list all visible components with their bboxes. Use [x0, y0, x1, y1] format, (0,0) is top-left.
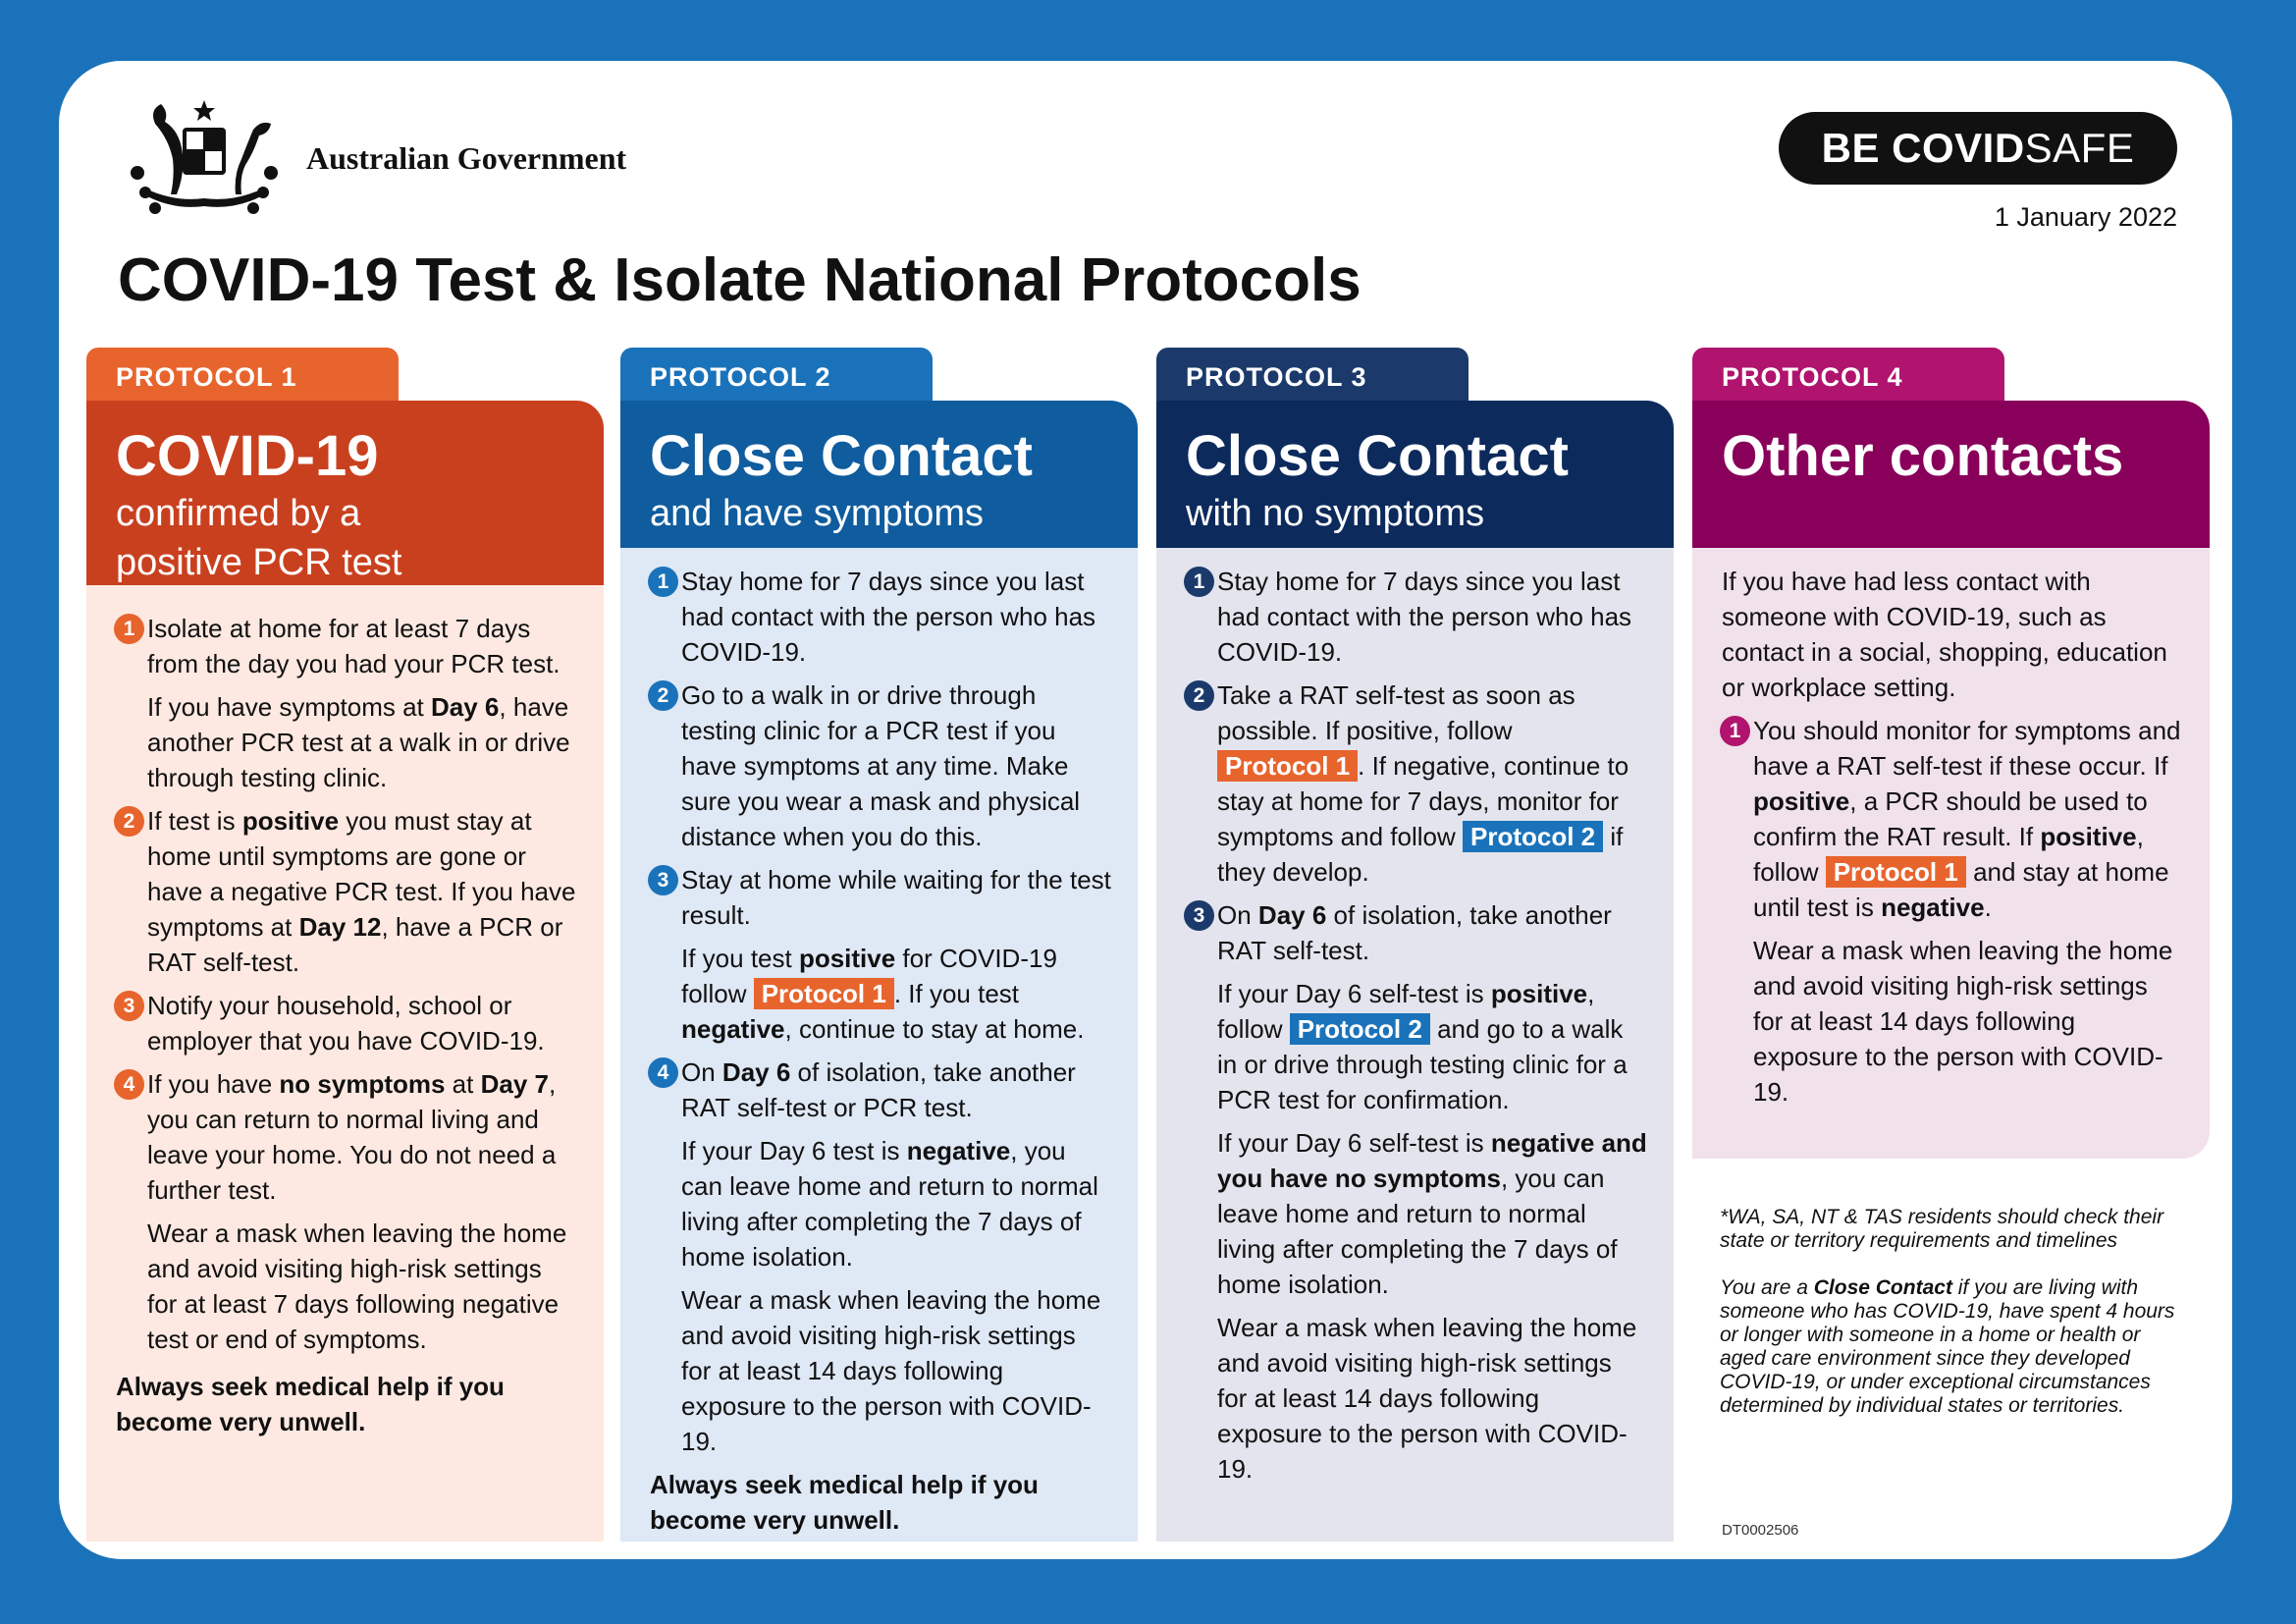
protocol-2-mask-note: Wear a mask when leaving the home and avoid visiting high-risk settings for at least 14 days following exposure to the person with COVID-19.: [681, 1285, 1101, 1456]
protocol-2-step-4-detail: If your Day 6 test is negative, you can leave home and return to normal living after completing the 7 days of home isolation.: [681, 1136, 1098, 1272]
step-number-icon: 1: [1720, 716, 1750, 746]
be-covidsafe-badge: [1779, 112, 2177, 185]
document-code: DT0002506: [1722, 1522, 1799, 1539]
protocol-1-heading: COVID-19: [116, 424, 379, 488]
protocol-3-step-2: 2 Take a RAT self-test as soon as possible. If positive, follow Protocol 1 . If negative, continue to stay at home for 7 days, monitor for symptoms and follow Protocol 2 if they develop.: [1186, 677, 1648, 890]
protocol-2-step-4: 4 On Day 6 of isolation, take another RAT self-test or PCR test.: [650, 1055, 1112, 1125]
protocol-1-subheading-1: confirmed by a: [116, 493, 361, 534]
protocol-3-step-3: 3 On Day 6 of isolation, take another RAT self-test.: [1186, 897, 1648, 968]
protocol-3-subheading: with no symptoms: [1186, 493, 1485, 534]
protocol-4-body: [1692, 548, 2210, 1159]
protocol-3-heading: Close Contact: [1186, 424, 1569, 488]
protocol-2-step-2: 2 Go to a walk in or drive through testing clinic for a PCR test if you have symptoms at any time. Make sure you wear a mask and physical distance when you do this.: [650, 677, 1112, 854]
coat-of-arms-icon: [116, 94, 293, 222]
state-note: *WA, SA, NT & TAS residents should check their state or territory requirements and timelines: [1720, 1206, 2164, 1252]
protocol-1-step-1-detail: If you have symptoms at Day 6, have another PCR test at a walk in or drive through testing clinic.: [147, 692, 570, 792]
protocol-2-step-3: 3 Stay at home while waiting for the test result.: [650, 862, 1112, 933]
protocol-2-step-3-detail: If you test positive for COVID-19 follow Protocol 1 . If you test negative, continue to stay at home.: [681, 944, 1085, 1044]
protocol-2-subheading: and have symptoms: [650, 493, 985, 534]
protocol-2-medical-help: Always seek medical help if you become very unwell.: [650, 1470, 1039, 1535]
protocol-2-reference: Protocol 2: [1290, 1013, 1430, 1045]
protocol-1-column: [86, 348, 604, 1542]
protocol-3-step-1: 1 Stay home for 7 days since you last had contact with the person who has COVID-19.: [1186, 564, 1648, 670]
step-number-icon: 4: [114, 1069, 144, 1100]
protocol-1-reference: Protocol 1: [754, 978, 894, 1009]
step-number-icon: 2: [114, 806, 144, 837]
step-number-icon: 2: [648, 680, 678, 711]
close-contact-definition: You are a Close Contact if you are living with someone who has COVID-19, have spent 4 hours or longer with someone in a home or health or aged care environment since they developed COVID-19, or under exceptional circumstances determined by individual states or territories.: [1720, 1276, 2175, 1417]
protocol-3-body: [1156, 548, 1674, 1542]
protocol-1-step-2: 2 If test is positive you must stay at home until symptoms are gone or have a negative PCR test. If you have symptoms at Day 12, have a PCR or RAT self-test.: [116, 803, 578, 980]
protocol-3-tab: PROTOCOL 3: [1156, 348, 1468, 401]
issue-date: 1 January 2022: [1994, 202, 2177, 232]
protocol-1-step-3: 3 Notify your household, school or employer that you have COVID-19.: [116, 988, 578, 1058]
protocol-4-step-1: 1 You should monitor for symptoms and have a RAT self-test if these occur. If positive, a PCR should be used to confirm the RAT result. If positive, follow Protocol 1 and stay at home until test is negative.: [1722, 713, 2184, 925]
page-title: COVID-19 Test & Isolate National Protocols: [118, 246, 1362, 314]
step-number-icon: 4: [648, 1057, 678, 1088]
protocol-3-header: [1156, 401, 1674, 548]
protocol-4-intro: If you have had less contact with someone with COVID-19, such as contact in a social, shopping, education or workplace setting.: [1722, 567, 2167, 702]
protocol-3-negative-detail: If your Day 6 self-test is negative and you have no symptoms, you can leave home and return to normal living after completing the 7 days of home isolation.: [1217, 1128, 1647, 1299]
protocol-2-column: [620, 348, 1138, 1542]
protocol-3-mask-note: Wear a mask when leaving the home and avoid visiting high-risk settings for at least 14 days following exposure to the person with COVID-19.: [1217, 1313, 1637, 1484]
protocol-4-tab: PROTOCOL 4: [1692, 348, 2004, 401]
agency-name: Australian Government: [306, 139, 627, 176]
protocol-4-header: [1692, 401, 2210, 548]
step-number-icon: 3: [648, 865, 678, 895]
government-logo: [116, 94, 626, 222]
step-number-icon: 2: [1184, 680, 1214, 711]
protocol-4-column: [1692, 348, 2210, 1159]
protocol-1-step-4: 4 If you have no symptoms at Day 7, you can return to normal living and leave your home. You do not need a further test.: [116, 1066, 578, 1208]
protocol-1-step-1: 1 Isolate at home for at least 7 days from the day you had your PCR test.: [116, 611, 578, 681]
footnotes: [1720, 1206, 2181, 1441]
protocol-2-header: [620, 401, 1138, 548]
protocol-1-tab: PROTOCOL 1: [86, 348, 399, 401]
badge-text-light: SAFE: [2024, 125, 2135, 171]
protocol-4-mask-note: Wear a mask when leaving the home and avoid visiting high-risk settings for at least 14 days following exposure to the person with COVID-19.: [1753, 936, 2173, 1107]
badge-text-bold: BE COVID: [1821, 125, 2025, 171]
protocol-1-subheading-2: positive PCR test: [116, 542, 402, 583]
step-number-icon: 3: [114, 991, 144, 1021]
step-number-icon: 3: [1184, 900, 1214, 931]
protocol-1-reference: Protocol 1: [1217, 750, 1358, 782]
protocol-3-positive-detail: If your Day 6 self-test is positive, follow Protocol 2 and go to a walk in or drive through testing clinic for a PCR test for confirmation.: [1217, 979, 1628, 1114]
step-number-icon: 1: [648, 567, 678, 597]
protocol-2-step-1: 1 Stay home for 7 days since you last had contact with the person who has COVID-19.: [650, 564, 1112, 670]
protocol-2-reference: Protocol 2: [1463, 821, 1603, 852]
protocol-2-body: [620, 548, 1138, 1542]
step-number-icon: 1: [114, 614, 144, 644]
protocol-3-column: [1156, 348, 1674, 1542]
protocol-1-header: [86, 401, 604, 585]
protocol-2-tab: PROTOCOL 2: [620, 348, 933, 401]
step-number-icon: 1: [1184, 567, 1214, 597]
protocol-4-heading: Other contacts: [1722, 424, 2124, 488]
protocol-1-body: [86, 585, 604, 1542]
protocol-1-medical-help: Always seek medical help if you become very unwell.: [116, 1372, 505, 1436]
protocol-1-reference: Protocol 1: [1826, 856, 1966, 888]
protocol-2-heading: Close Contact: [650, 424, 1033, 488]
protocol-1-mask-note: Wear a mask when leaving the home and avoid visiting high-risk settings for at least 7 days following negative test or end of symptoms.: [147, 1218, 567, 1354]
